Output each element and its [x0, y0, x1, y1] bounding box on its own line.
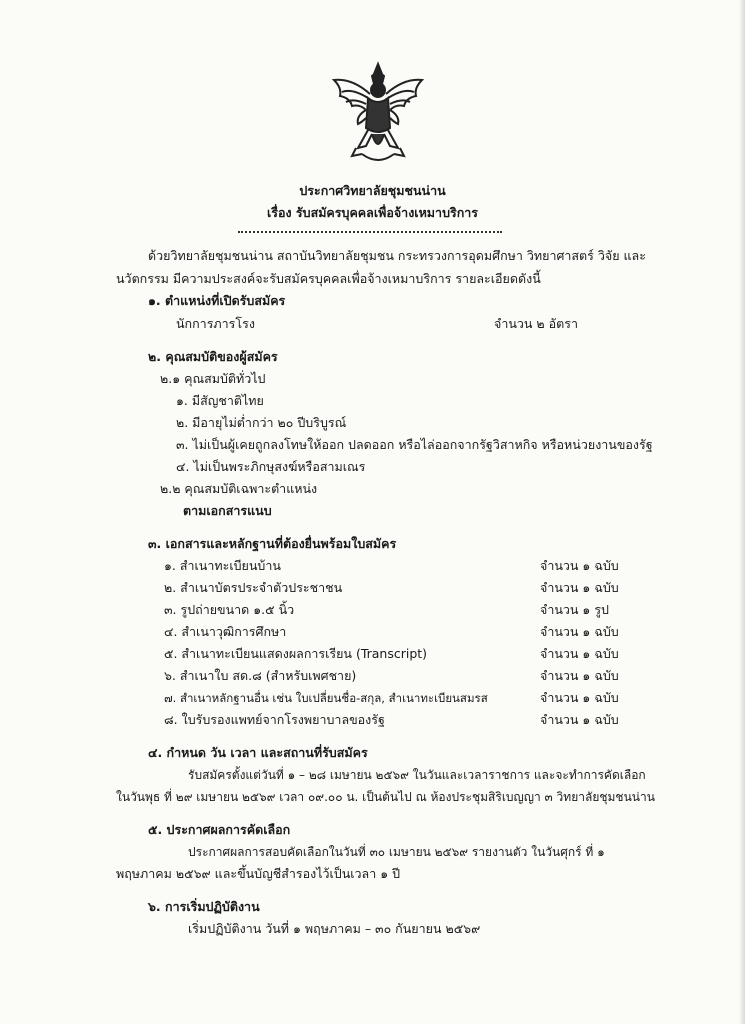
section-5-line-2: พฤษภาคม ๒๕๖๙ และขึ้นบัญชีสำรองไว้เป็นเวลา ๑ ปี — [116, 866, 401, 881]
specific-qualifications-note: ตามเอกสารแนบ — [183, 503, 272, 518]
section-4-line-1: รับสมัครตั้งแต่วันที่ ๑ – ๒๘ เมษายน ๒๕๖๙ ในวันและเวลาราชการ และจะทำการคัดเลือก — [188, 768, 646, 782]
document-item-qty: จำนวน ๑ ฉบับ — [540, 712, 619, 727]
section-4-line-2: ในวันพุธ ที่ ๒๙ เมษายน ๒๕๖๙ เวลา ๐๙.๐๐ น. เป็นต้นไป ณ ห้องประชุมสิริเบญญา ๓ วิทยาลัยชุมชนน่าน — [116, 790, 655, 804]
document-item-name: ๖. สำเนาใบ สด.๘ (สำหรับเพศชาย) — [164, 668, 357, 683]
section-5-heading: ๕. ประกาศผลการคัดเลือก — [148, 822, 291, 837]
general-qualification-item: ๔. ไม่เป็นพระภิกษุสงฆ์หรือสามเณร — [176, 459, 366, 474]
document-item-name: ๑. สำเนาทะเบียนบ้าน — [164, 558, 281, 573]
section-4-heading: ๔. กำหนด วัน เวลา และสถานที่รับสมัคร — [148, 745, 368, 760]
intro-line-1: ด้วยวิทยาลัยชุมชนน่าน สถาบันวิทยาลัยชุมชน กระทรวงการอุดมศึกษา วิทยาศาสตร์ วิจัย และ — [148, 248, 646, 263]
section-5-line-1: ประกาศผลการสอบคัดเลือกในวันที่ ๓๐ เมษายน ๒๕๖๙ รายงานตัว ในวันศุกร์ ที่ ๑ — [188, 845, 605, 859]
document-item-qty: จำนวน ๑ ฉบับ — [540, 668, 619, 683]
general-qualification-item: ๒. มีอายุไม่ต่ำกว่า ๒๐ ปีบริบูรณ์ — [176, 415, 347, 430]
general-qualification-item: ๑. มีสัญชาติไทย — [176, 393, 264, 408]
document-item-name: ๓. รูปถ่ายขนาด ๑.๕ นิ้ว — [164, 602, 295, 617]
section-2-heading: ๒. คุณสมบัติของผู้สมัคร — [148, 349, 278, 364]
scan-edge-shadow — [739, 0, 745, 1024]
document-item-name: ๒. สำเนาบัตรประจำตัวประชาชน — [164, 580, 343, 595]
position-count: จำนวน ๒ อัตรา — [494, 316, 578, 331]
section-3-heading: ๓. เอกสารและหลักฐานที่ต้องยื่นพร้อมใบสมัคร — [148, 536, 397, 551]
document-subject: เรื่อง รับสมัครบุคคลเพื่อจ้างเหมาบริการ — [266, 205, 479, 220]
garuda-emblem-icon — [322, 58, 434, 170]
document-item-name: ๘. ใบรับรองแพทย์จากโรงพยาบาลของรัฐ — [164, 712, 385, 727]
general-qualifications-heading: ๒.๑ คุณสมบัติทั่วไป — [160, 371, 266, 386]
document-item-qty: จำนวน ๑ ฉบับ — [540, 580, 619, 595]
general-qualification-item: ๓. ไม่เป็นผู้เคยถูกลงโทษให้ออก ปลดออก หรือไล่ออกจากรัฐวิสาหกิจ หรือหน่วยงานของรัฐ — [176, 437, 653, 452]
document-item-qty: จำนวน ๑ รูป — [540, 602, 609, 617]
section-6-heading: ๖. การเริ่มปฏิบัติงาน — [148, 899, 260, 914]
document-item-qty: จำนวน ๑ ฉบับ — [540, 690, 619, 705]
specific-qualifications-heading: ๒.๒ คุณสมบัติเฉพาะตำแหน่ง — [160, 481, 318, 496]
document-item-name: ๔. สำเนาวุฒิการศึกษา — [164, 624, 287, 639]
document-item-qty: จำนวน ๑ ฉบับ — [540, 624, 619, 639]
document-item-name: ๗. สำเนาหลักฐานอื่น เช่น ใบเปลี่ยนชื่อ-สกุล, สำเนาทะเบียนสมรส — [164, 691, 488, 705]
intro-line-2: นวัตกรรม มีความประสงค์จะรับสมัครบุคคลเพื่อจ้างเหมาบริการ รายละเอียดดังนี้ — [116, 271, 541, 286]
document-item-qty: จำนวน ๑ ฉบับ — [540, 646, 619, 661]
document-item-name: ๕. สำเนาทะเบียนแสดงผลการเรียน (Transcript) — [164, 646, 428, 661]
position-name: นักการภารโรง — [176, 316, 255, 331]
section-6-line-1: เริ่มปฏิบัติงาน วันที่ ๑ พฤษภาคม – ๓๐ กันยายน ๒๕๖๙ — [188, 921, 481, 936]
document-title: ประกาศวิทยาลัยชุมชนน่าน — [299, 183, 446, 198]
document-item-qty: จำนวน ๑ ฉบับ — [540, 558, 619, 573]
dotted-divider — [238, 231, 502, 233]
section-1-heading: ๑. ตำแหน่งที่เปิดรับสมัคร — [148, 293, 286, 308]
